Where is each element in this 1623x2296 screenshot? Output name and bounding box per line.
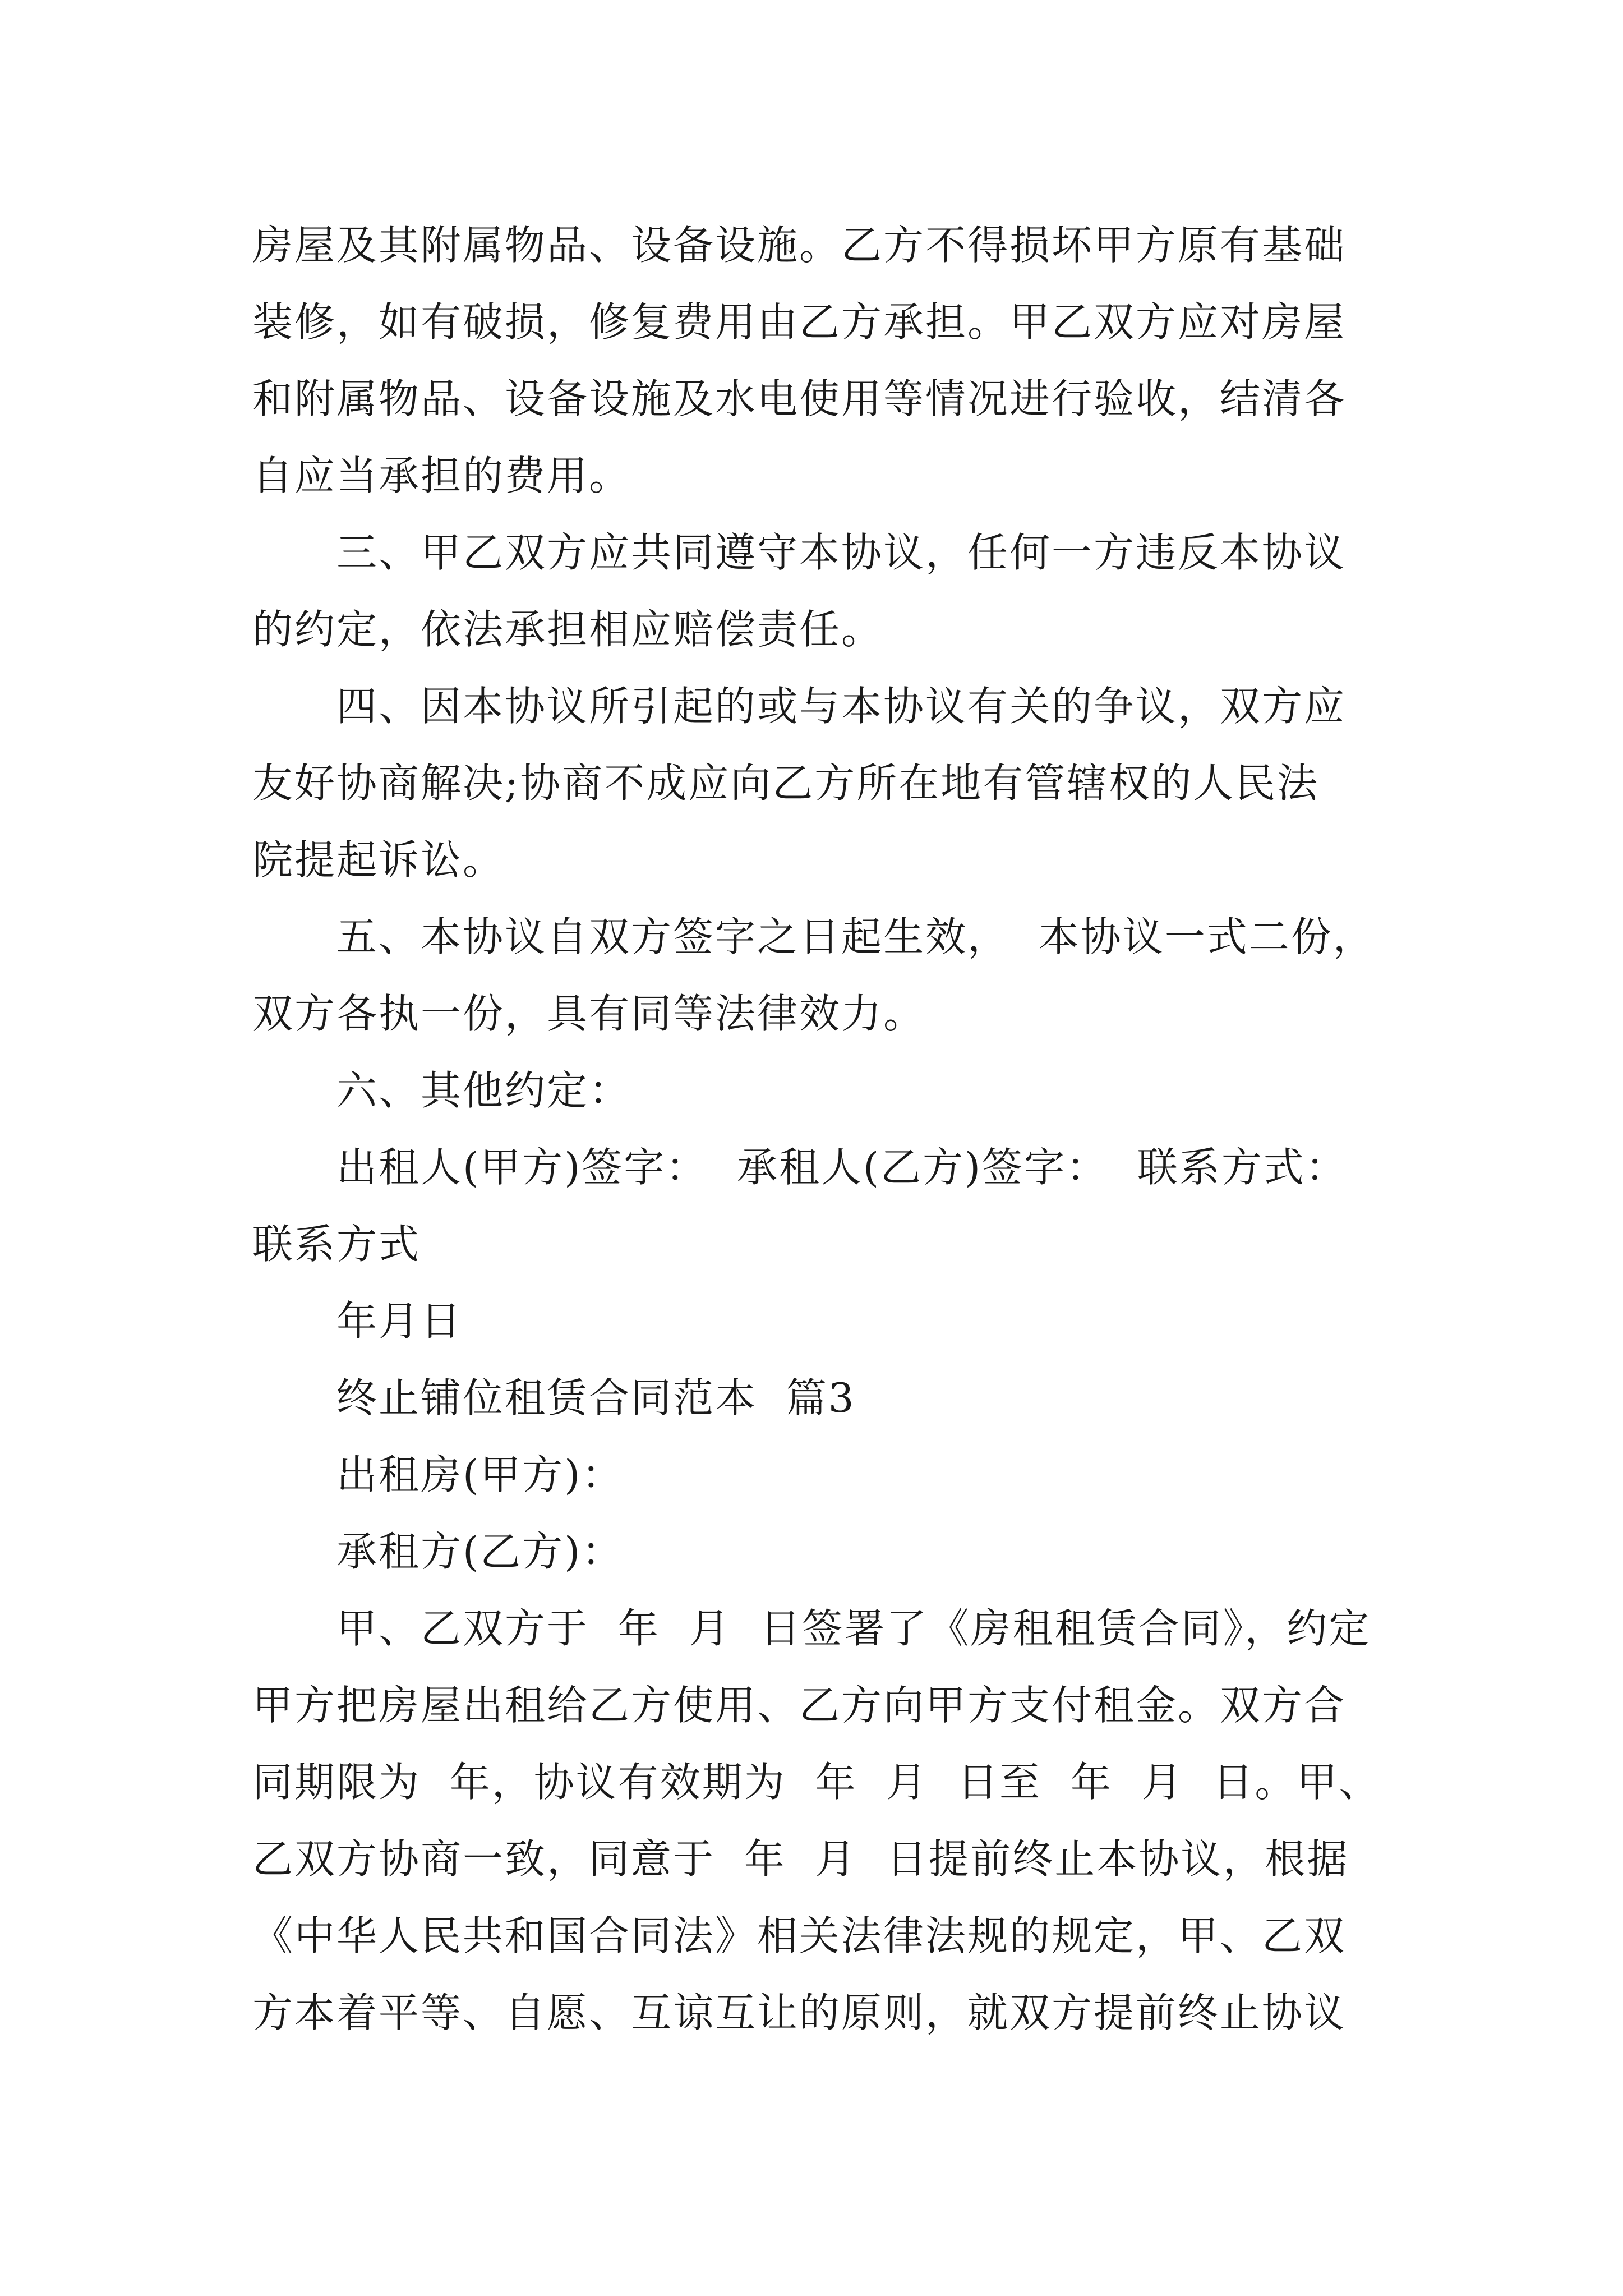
text-line: 同期限为 年，协议有效期为 年 月 日至 年 月 日。甲、 [252,1759,1381,1806]
paragraph-first-line: 甲、乙双方于 年 月 日签署了《房租租赁合同》，约定 [336,1605,1371,1652]
text-line: 装修，如有破损，修复费用由乙方承担。甲乙双方应对房屋 [252,298,1347,346]
text-line: 《中华人民共和国合同法》相关法律法规的规定，甲、乙双 [252,1912,1347,1959]
section-heading: 终止铺位租赁合同范本 篇3 [336,1374,856,1421]
signature-line: 出租人(甲方)签字： 承租人(乙方)签字： 联系方式： [336,1144,1348,1191]
text-line: 自应当承担的费用。 [252,452,631,499]
text-line: 和附属物品、设备设施及水电使用等情况进行验收，结清各 [252,375,1347,422]
text-line: 甲方把房屋出租给乙方使用、乙方向甲方支付租金。双方合 [252,1682,1347,1729]
text-line: 院提起诉讼。 [252,836,505,884]
party-a-line: 出租房(甲方)： [336,1451,624,1498]
paragraph-first-line: 五、本协议自双方签字之日起生效， 本协议一式二份， [336,913,1375,960]
text-line: 双方各执一份，具有同等法律效力。 [252,990,926,1037]
text-line: 房屋及其附属物品、设备设施。乙方不得损坏甲方原有基础 [252,222,1347,269]
date-line: 年月日 [336,1297,463,1345]
paragraph-first-line: 三、甲乙双方应共同遵守本协议，任何一方违反本协议 [336,529,1347,576]
text-line: 友好协商解决;协商不成应向乙方所在地有管辖权的人民法 [252,760,1320,807]
text-line: 乙双方协商一致，同意于 年 月 日提前终止本协议，根据 [252,1835,1349,1883]
text-line: 联系方式 [252,1221,421,1268]
paragraph-first-line: 四、因本协议所引起的或与本协议有关的争议，双方应 [336,683,1347,730]
paragraph-first-line: 六、其他约定： [336,1067,631,1114]
text-line: 方本着平等、自愿、互谅互让的原则，就双方提前终止协议 [252,1989,1347,2036]
party-b-line: 承租方(乙方)： [336,1528,624,1575]
text-line: 的约定，依法承担相应赔偿责任。 [252,606,884,653]
